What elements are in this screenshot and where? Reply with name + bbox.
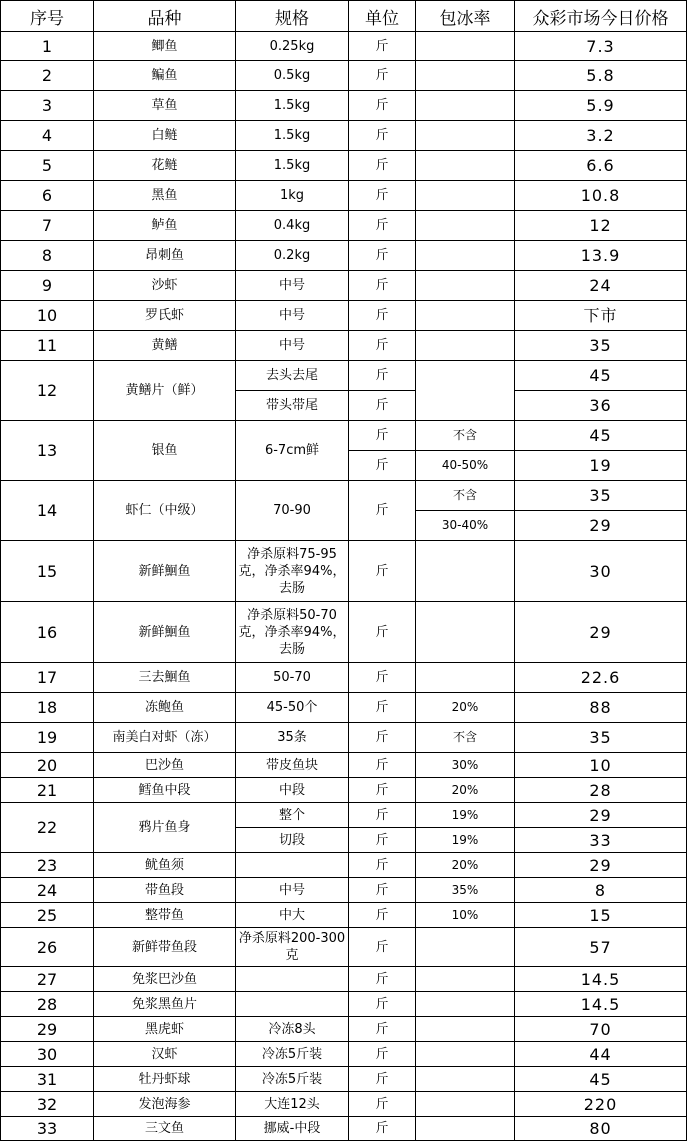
row-variety: 黑鱼 [94,181,236,211]
row-spec: 中号 [236,301,349,331]
row-index: 23 [1,853,94,878]
row-index: 18 [1,693,94,723]
row-index: 14 [1,481,94,541]
row-index: 5 [1,151,94,181]
row-index: 22 [1,803,94,853]
row-spec: 净杀原料200-300克 [236,928,349,967]
row-price: 35 [515,481,687,511]
header-variety: 品种 [94,1,236,32]
row-unit: 斤 [349,803,416,828]
row-index: 1 [1,32,94,61]
row-spec: 0.2kg [236,241,349,271]
table-row [1,878,687,903]
row-index: 25 [1,903,94,928]
row-price: 33 [515,828,687,853]
row-unit: 斤 [349,1042,416,1067]
row-index: 7 [1,211,94,241]
row-unit: 斤 [349,753,416,778]
row-unit: 斤 [349,853,416,878]
row-price: 5.9 [515,91,687,121]
row-spec: 6-7cm鲜 [236,421,349,481]
row-ice-rate [416,121,515,151]
row-ice-rate [416,541,515,602]
row-spec: 50-70 [236,663,349,693]
row-spec: 45-50个 [236,693,349,723]
table-row [1,663,687,693]
table-row [1,151,687,181]
row-ice-rate: 20% [416,693,515,723]
row-index: 20 [1,753,94,778]
row-unit: 斤 [349,241,416,271]
row-ice-rate [416,1067,515,1092]
row-spec: 冷冻8头 [236,1017,349,1042]
row-price: 29 [515,853,687,878]
row-variety: 鳊鱼 [94,61,236,91]
table-row [1,271,687,301]
table-row [1,992,687,1017]
row-spec: 70-90 [236,481,349,541]
row-spec: 带皮鱼块 [236,753,349,778]
row-price: 35 [515,723,687,753]
row-index: 6 [1,181,94,211]
table-row [1,32,687,61]
table-row [1,903,687,928]
row-unit: 斤 [349,361,416,391]
row-price: 29 [515,803,687,828]
row-variety: 鸦片鱼身 [94,803,236,853]
row-unit: 斤 [349,1117,416,1141]
table-row [1,361,687,391]
row-variety: 鲫鱼 [94,32,236,61]
row-variety: 罗氏虾 [94,301,236,331]
row-ice-rate [416,181,515,211]
row-spec: 0.25kg [236,32,349,61]
row-variety: 草鱼 [94,91,236,121]
row-unit: 斤 [349,1067,416,1092]
row-index: 32 [1,1092,94,1117]
row-unit: 斤 [349,878,416,903]
header-spec: 规格 [236,1,349,32]
row-price: 45 [515,421,687,451]
row-spec: 中号 [236,878,349,903]
row-variety: 黄鳝片（鲜） [94,361,236,421]
table-row [1,753,687,778]
row-index: 19 [1,723,94,753]
row-index: 27 [1,967,94,992]
row-ice-rate [416,928,515,967]
row-ice-rate [416,967,515,992]
row-ice-rate [416,271,515,301]
row-variety: 三去鮰鱼 [94,663,236,693]
row-spec [236,967,349,992]
row-spec [236,992,349,1017]
table-row [1,1042,687,1067]
row-variety: 新鲜鮰鱼 [94,602,236,663]
header-row [1,1,687,32]
row-unit: 斤 [349,992,416,1017]
row-price: 14.5 [515,992,687,1017]
table-row [1,723,687,753]
row-price: 7.3 [515,32,687,61]
row-price: 88 [515,693,687,723]
row-spec: 中号 [236,331,349,361]
row-variety: 发泡海参 [94,1092,236,1117]
row-unit: 斤 [349,602,416,663]
row-unit: 斤 [349,967,416,992]
row-ice-rate: 20% [416,853,515,878]
row-price: 19 [515,451,687,481]
row-variety: 免浆巴沙鱼 [94,967,236,992]
row-index: 29 [1,1017,94,1042]
row-ice-rate [416,61,515,91]
row-price: 80 [515,1117,687,1141]
row-spec: 中号 [236,271,349,301]
table-row [1,967,687,992]
header-index: 序号 [1,1,94,32]
row-index: 24 [1,878,94,903]
row-price: 10.8 [515,181,687,211]
row-index: 21 [1,778,94,803]
row-unit: 斤 [349,828,416,853]
row-variety: 黄鳝 [94,331,236,361]
row-price: 29 [515,511,687,541]
row-variety: 汉虾 [94,1042,236,1067]
row-unit: 斤 [349,331,416,361]
row-unit: 斤 [349,778,416,803]
row-price: 70 [515,1017,687,1042]
row-price: 36 [515,391,687,421]
row-index: 17 [1,663,94,693]
row-unit: 斤 [349,541,416,602]
row-unit: 斤 [349,151,416,181]
row-ice-rate [416,241,515,271]
row-price: 45 [515,361,687,391]
row-variety: 整带鱼 [94,903,236,928]
row-spec: 0.4kg [236,211,349,241]
row-ice-rate [416,32,515,61]
row-spec: 1.5kg [236,121,349,151]
row-price: 22.6 [515,663,687,693]
row-ice-rate: 30% [416,753,515,778]
row-unit: 斤 [349,451,416,481]
row-index: 4 [1,121,94,151]
row-variety: 虾仁（中级） [94,481,236,541]
row-variety: 白鲢 [94,121,236,151]
table-row [1,1017,687,1042]
row-spec: 切段 [236,828,349,853]
table-row [1,121,687,151]
row-index: 2 [1,61,94,91]
row-ice-rate: 19% [416,803,515,828]
table-row [1,301,687,331]
row-ice-rate [416,331,515,361]
table-row [1,421,687,451]
row-ice-rate: 19% [416,828,515,853]
row-unit: 斤 [349,61,416,91]
row-price: 24 [515,271,687,301]
row-index: 15 [1,541,94,602]
table-row [1,331,687,361]
table-row [1,1067,687,1092]
row-spec: 35条 [236,723,349,753]
row-price: 29 [515,602,687,663]
row-price: 8 [515,878,687,903]
row-ice-rate [416,301,515,331]
row-variety: 新鲜鮰鱼 [94,541,236,602]
header-ice-rate: 包冰率 [416,1,515,32]
row-ice-rate [416,151,515,181]
row-ice-rate: 30-40% [416,511,515,541]
table-row [1,481,687,511]
row-price: 12 [515,211,687,241]
row-spec: 0.5kg [236,61,349,91]
row-ice-rate [416,1117,515,1141]
row-ice-rate: 不含 [416,481,515,511]
row-spec: 冷冻5斤装 [236,1067,349,1092]
row-price: 13.9 [515,241,687,271]
row-unit: 斤 [349,211,416,241]
header-unit: 单位 [349,1,416,32]
row-variety: 银鱼 [94,421,236,481]
row-index: 26 [1,928,94,967]
row-ice-rate [416,1042,515,1067]
row-unit: 斤 [349,928,416,967]
row-index: 10 [1,301,94,331]
row-ice-rate [416,663,515,693]
row-price: 5.8 [515,61,687,91]
row-index: 9 [1,271,94,301]
table-row [1,693,687,723]
row-price: 10 [515,753,687,778]
row-index: 3 [1,91,94,121]
row-variety: 花鲢 [94,151,236,181]
row-spec: 冷冻5斤装 [236,1042,349,1067]
row-spec: 带头带尾 [236,391,349,421]
row-spec [236,853,349,878]
row-ice-rate: 10% [416,903,515,928]
row-spec: 1.5kg [236,91,349,121]
row-price: 44 [515,1042,687,1067]
row-variety: 免浆黑鱼片 [94,992,236,1017]
row-price: 15 [515,903,687,928]
row-ice-rate: 不含 [416,723,515,753]
row-spec: 去头去尾 [236,361,349,391]
table-row [1,778,687,803]
table-row [1,602,687,663]
row-ice-rate: 20% [416,778,515,803]
row-ice-rate [416,1092,515,1117]
row-spec: 挪威-中段 [236,1117,349,1141]
row-price: 3.2 [515,121,687,151]
row-unit: 斤 [349,421,416,451]
row-price: 220 [515,1092,687,1117]
table-row [1,91,687,121]
row-price: 45 [515,1067,687,1092]
row-unit: 斤 [349,91,416,121]
table-row [1,211,687,241]
row-variety: 鱿鱼须 [94,853,236,878]
table-row [1,1092,687,1117]
row-variety: 牡丹虾球 [94,1067,236,1092]
row-ice-rate: 35% [416,878,515,903]
row-unit: 斤 [349,32,416,61]
row-spec: 整个 [236,803,349,828]
row-ice-rate [416,361,515,421]
table-row [1,181,687,211]
row-ice-rate: 40-50% [416,451,515,481]
row-unit: 斤 [349,1017,416,1042]
row-index: 13 [1,421,94,481]
row-variety: 鳕鱼中段 [94,778,236,803]
table-row [1,541,687,602]
row-unit: 斤 [349,663,416,693]
row-price: 6.6 [515,151,687,181]
row-unit: 斤 [349,391,416,421]
row-unit: 斤 [349,1092,416,1117]
row-spec: 净杀原料75-95克，净杀率94%，去肠 [236,541,349,602]
row-unit: 斤 [349,903,416,928]
row-variety: 昂刺鱼 [94,241,236,271]
row-ice-rate: 不含 [416,421,515,451]
row-index: 16 [1,602,94,663]
row-variety: 黑虎虾 [94,1017,236,1042]
row-index: 33 [1,1117,94,1141]
row-ice-rate [416,91,515,121]
row-unit: 斤 [349,693,416,723]
table-row [1,803,687,828]
row-unit: 斤 [349,301,416,331]
table-row [1,928,687,967]
table-row [1,61,687,91]
header-price: 众彩市场今日价格 [515,1,687,32]
row-unit: 斤 [349,181,416,211]
row-index: 28 [1,992,94,1017]
row-spec: 中大 [236,903,349,928]
row-ice-rate [416,992,515,1017]
row-variety: 沙虾 [94,271,236,301]
row-variety: 鲈鱼 [94,211,236,241]
row-spec: 1kg [236,181,349,211]
row-unit: 斤 [349,481,416,541]
row-spec: 大连12头 [236,1092,349,1117]
row-price: 30 [515,541,687,602]
row-variety: 巴沙鱼 [94,753,236,778]
table-row [1,1117,687,1141]
row-index: 30 [1,1042,94,1067]
row-price: 下市 [515,301,687,331]
row-variety: 冻鲍鱼 [94,693,236,723]
row-ice-rate [416,211,515,241]
row-price: 28 [515,778,687,803]
row-unit: 斤 [349,723,416,753]
row-unit: 斤 [349,271,416,301]
row-ice-rate [416,1017,515,1042]
row-index: 8 [1,241,94,271]
row-spec: 1.5kg [236,151,349,181]
row-spec: 净杀原料50-70克，净杀率94%，去肠 [236,602,349,663]
table-row [1,241,687,271]
row-spec: 中段 [236,778,349,803]
row-variety: 三文鱼 [94,1117,236,1141]
row-index: 31 [1,1067,94,1092]
row-index: 11 [1,331,94,361]
table-row [1,853,687,878]
row-unit: 斤 [349,121,416,151]
row-price: 14.5 [515,967,687,992]
row-ice-rate [416,602,515,663]
row-price: 35 [515,331,687,361]
row-variety: 新鲜带鱼段 [94,928,236,967]
row-price: 57 [515,928,687,967]
row-variety: 南美白对虾（冻） [94,723,236,753]
row-index: 12 [1,361,94,421]
row-variety: 带鱼段 [94,878,236,903]
